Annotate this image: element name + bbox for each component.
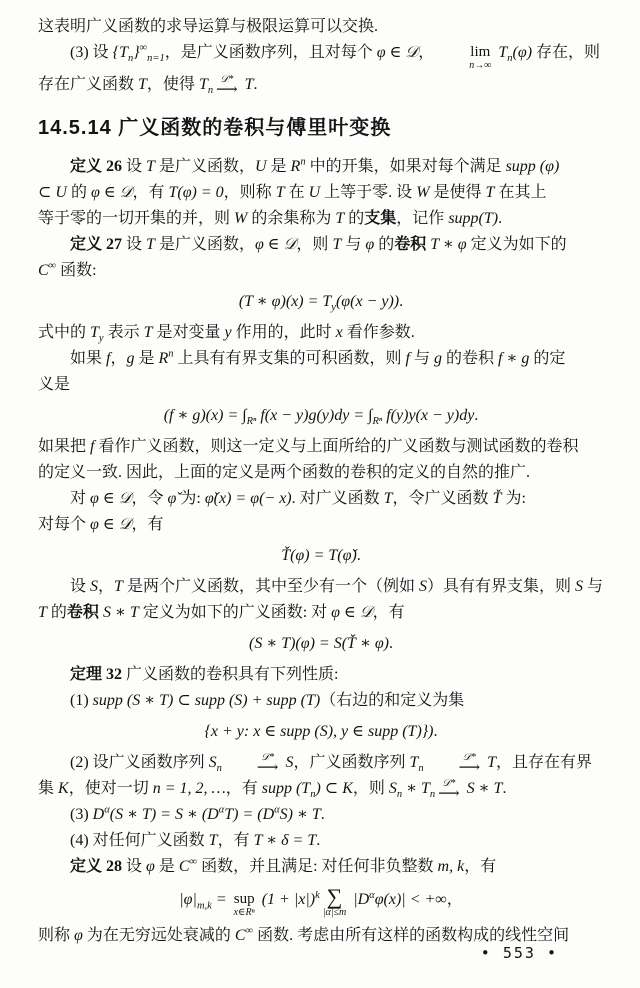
paragraph-line: 定义 28 设 φ 是 C∞ 函数，并且满足: 对任何非负整数 m, k，有 (70, 856, 497, 875)
paragraph-line: 对 φ ∈ 𝒟，令 φ̌ 为: φ̌(x) = φ(− x). 对广义函数 T，令广义函数 Ť 为: (70, 489, 526, 507)
paragraph-line: 存在广义函数 T，使得 $T_n$ 𝒟* ⟶ T. (38, 73, 258, 98)
paragraph-line: 如果 f，g 是 $R^n$ 上具有有界支集的可积函数，则 f 与 g 的卷积 f ∗ g 的定 (70, 348, 566, 367)
convergence-arrow-icon: 𝒟* ⟶ (458, 751, 481, 776)
paragraph-line: (2) 设广义函数序列 $S_n$ 𝒟* ⟶ S，广义函数序列 $T_n$ 𝒟* ⟶ T，且存在有界 (70, 751, 593, 776)
formula-line: $|\varphi|_{m,k}$ = sup x∈Rⁿ $(1 + |x|)^k$ ∑ |α|≤m $|D^\alpha\varphi(x)|$ < +∞， (179, 883, 463, 918)
paragraph-line: 定义 27 设 T 是广义函数，φ ∈ 𝒟，则 T 与 φ 的卷积 T ∗ φ 定义为如下的 (70, 235, 567, 253)
paragraph-line: 的定义一致. 因此，上面的定义是两个函数的卷积的定义的自然的推广. (38, 463, 531, 481)
operator-with-underscript: ∑ |α|≤m (322, 883, 347, 918)
paragraph-line: 这表明广义函数的求导运算与极限运算可以交换. (38, 18, 379, 35)
operator-with-underscript: lim n→∞ (469, 44, 492, 71)
paragraph-line: 定理 32 广义函数的卷积具有下列性质: (70, 665, 339, 683)
paragraph-line: 等于零的一切开集的并，则 W 的余集称为 T 的支集，记作 supp(T). (38, 209, 503, 227)
paragraph-line: 设 S，T 是两个广义函数，其中至少有一个（例如 S）具有有界支集，则 S 与 (70, 577, 603, 595)
formula-line: (T ∗ $\varphi)(x) = T_y(\varphi(x - y))$. (238, 292, 404, 313)
paragraph-line: 则称 φ 为在无穷远处衰减的 C∞ 函数. 考虑由所有这样的函数构成的线性空间 (38, 925, 570, 945)
convergence-arrow-icon: 𝒟* ⟶ (216, 73, 238, 98)
page-number: • 553 • (480, 944, 558, 962)
paragraph-line: 对每个 φ ∈ 𝒟，有 (38, 515, 164, 533)
paragraph-line: (3) 设 $\{T_n\}^\infty_{n=1}$，是广义函数序列，且对每个 φ ∈ 𝒟， lim n→∞ $T_n(\varphi)$ 存在，则 (70, 42, 601, 71)
paragraph-line: C∞ 函数: (38, 260, 97, 279)
paragraph-line: T 的卷积 S ∗ T 定义为如下的广义函数: 对 φ ∈ 𝒟，有 (38, 603, 405, 621)
paragraph-line: 集 K，使对一切 n = 1, 2, …，有 supp $(T_n)$ ⊂ K，则 $S_n$ ∗ $T_n$ 𝒟* ⟶ S ∗ T. (38, 777, 507, 802)
paragraph-line: (4) 对任何广义函数 T，有 T ∗ δ = T. (70, 831, 321, 849)
convergence-arrow-icon: 𝒟* ⟶ (256, 751, 279, 776)
paragraph-line: 如果把 f 看作广义函数，则这一定义与上面所给的广义函数与测试函数的卷积 (38, 437, 579, 455)
paragraph-line: 定义 26 设 T 是广义函数，U 是 $R^n$ 中的开集，如果对每个满足 supp (φ) (70, 156, 560, 175)
paragraph-line: 义是 (38, 375, 71, 393)
formula-line: (f ∗ $g)(x) = \int_{R^n}$ $f(x - y)g(y)dy = \int_{R^n}$ f(y)y(x − y)dy. (163, 406, 479, 427)
paragraph-line: (3) $D^\alpha(S$ ∗ T) = S ∗ $(D^\alpha T) = (D^\alpha S)$ ∗ T. (70, 804, 325, 823)
section-heading: 14.5.14 广义函数的卷积与傅里叶变换 (38, 116, 392, 139)
formula-line: Ť(φ) = T(φ̌). (281, 546, 361, 564)
paragraph-line: 式中的 $T_y$ 表示 T 是对变量 y 作用的，此时 x 看作参数. (38, 323, 415, 344)
paragraph-line: (1) supp (S ∗ T) ⊂ supp (S) + supp (T)（右边的和定义为集 (70, 691, 465, 709)
paragraph-line: ⊂ U 的 φ ∈ 𝒟，有 T(φ) = 0，则称 T 在 U 上等于零. 设 W 是使得 T 在其上 (38, 183, 547, 201)
convergence-arrow-icon: 𝒟* ⟶ (438, 777, 460, 802)
formula-line: (S ∗ T)(φ) = S(Ť ∗ φ). (248, 634, 393, 652)
operator-with-underscript: sup x∈Rⁿ (233, 890, 255, 918)
formula-line: {x + y: x ∈ supp (S), y ∈ supp (T)}). (204, 722, 438, 740)
